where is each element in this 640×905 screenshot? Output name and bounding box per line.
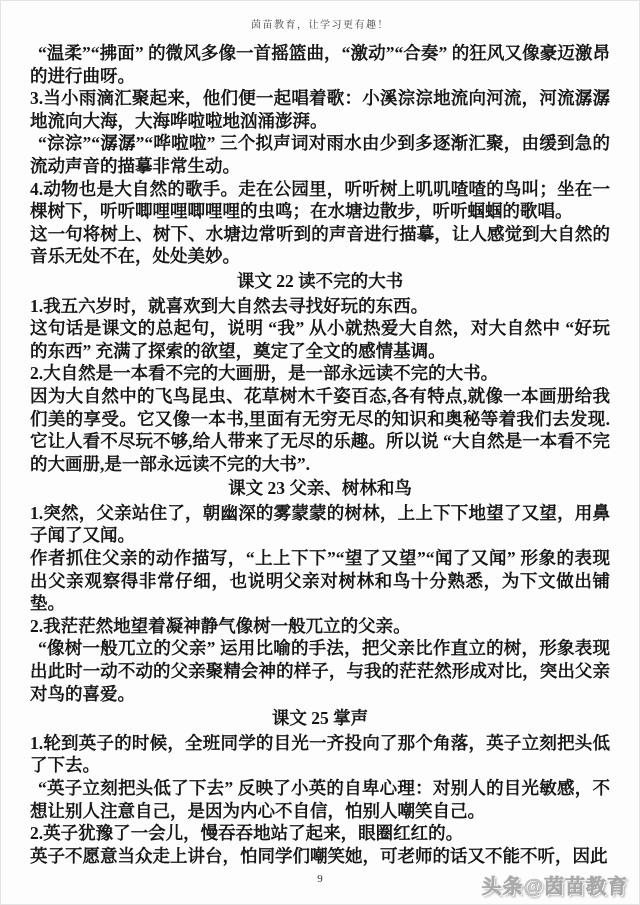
watermark-toutiao: 头条@茵苗教育 <box>481 876 628 898</box>
paragraph: 这一句将树上、树下、水塘边常听到的声音进行描摹，让人感觉到大自然的音乐无处不在，处处美妙。 <box>30 223 610 267</box>
paragraph: 2.英子犹豫了一会儿，慢吞吞地站了起来，眼圈红红的。 <box>30 823 464 844</box>
section-heading: 课文 22 读不完的大书 <box>236 270 404 291</box>
paragraph: 2.大自然是一本看不完的大画册，是一部永远读不完的大书。 <box>30 363 499 384</box>
paragraph: 4.动物也是大自然的歌手。走在公园里，听听树上叽叽喳喳的鸟叫；坐在一棵树下，听听唧哩哩唧哩哩的虫鸣；在水塘边散步，听听蝈蝈的歌唱。 <box>30 178 610 222</box>
paragraph: 1.轮到英子的时候，全班同学的目光一齐投向了那个角落，英子立刻把头低了下去。 <box>30 732 610 776</box>
paragraph: 1.我五六岁时，就喜欢到大自然去寻找好玩的东西。 <box>30 295 429 316</box>
paragraph: 英子不愿意当众走上讲台，怕同学们嘲笑她，可老师的话又不能不听，因此 <box>30 845 608 866</box>
paragraph: 2.我茫茫然地望着凝神静气像树一般兀立的父亲。 <box>30 615 411 636</box>
paragraph: 3.当小雨滴汇聚起来，他们便一起唱着歌：小溪淙淙地流向河流，河流潺潺地流向大海，大海哗啦啦地汹涌澎湃。 <box>30 88 610 131</box>
paragraph: 作者抓住父亲的动作描写，“上上下下”“望了又望”“闻了又闻” 形象的表现出父亲观察得非常仔细，也说明父亲对树林和鸟十分熟悉，为下文做出铺垫。 <box>30 548 610 614</box>
paragraph: “淙淙”“潺潺”“哗啦啦” 三个拟声词对雨水由少到多逐渐汇聚，由缓到急的流动声音的描摹非常生动。 <box>30 133 610 176</box>
section-heading: 课文 23 父亲、树林和鸟 <box>228 478 412 499</box>
page-number: 9 <box>317 873 323 885</box>
paragraph: “英子立刻把头低了下去” 反映了小英的自卑心理：对别人的目光敏感，不想让别人注意自己，是因为内心不自信，怕别人嘲笑自己。 <box>30 778 610 821</box>
paragraph: “温柔”“拂面” 的微风多像一首摇篮曲，“激动”“合奏” 的狂风又像豪迈激昂的进行曲呀。 <box>30 43 610 86</box>
paragraph: 1.突然，父亲站住了，朝幽深的雾蒙蒙的树林，上上下下地望了又望，用鼻子闻了又闻。 <box>30 502 610 546</box>
paragraph: 这句话是课文的总起句，说明 “我” 从小就热爱大自然，对大自然中 “好玩的东西” 充满了探索的欲望，奠定了全文的感情基调。 <box>30 318 610 361</box>
paragraph: 因为大自然中的飞鸟昆虫、花草树木千姿百态,各有特点,就像一本画册给我们美的享受。它又像一本书,里面有无穷无尽的知识和奥秘等着我们去发现. 它让人看不尽玩不够,给人带来了无尽的乐趣。所以说 “大自然是一本看不完的大画册,是一部永远读不完的大书”. <box>30 385 610 474</box>
header-slogan: 茵苗教育，让学习更有趣！ <box>251 20 389 31</box>
paragraph: “像树一般兀立的父亲” 运用比喻的手法，把父亲比作直立的树，形象表现出此时一动不动的父亲聚精会神的样子，与我的茫茫然形成对比，突出父亲对鸟的喜爱。 <box>30 638 610 704</box>
document-body <box>30 42 610 867</box>
section-heading: 课文 25 掌声 <box>271 708 369 729</box>
